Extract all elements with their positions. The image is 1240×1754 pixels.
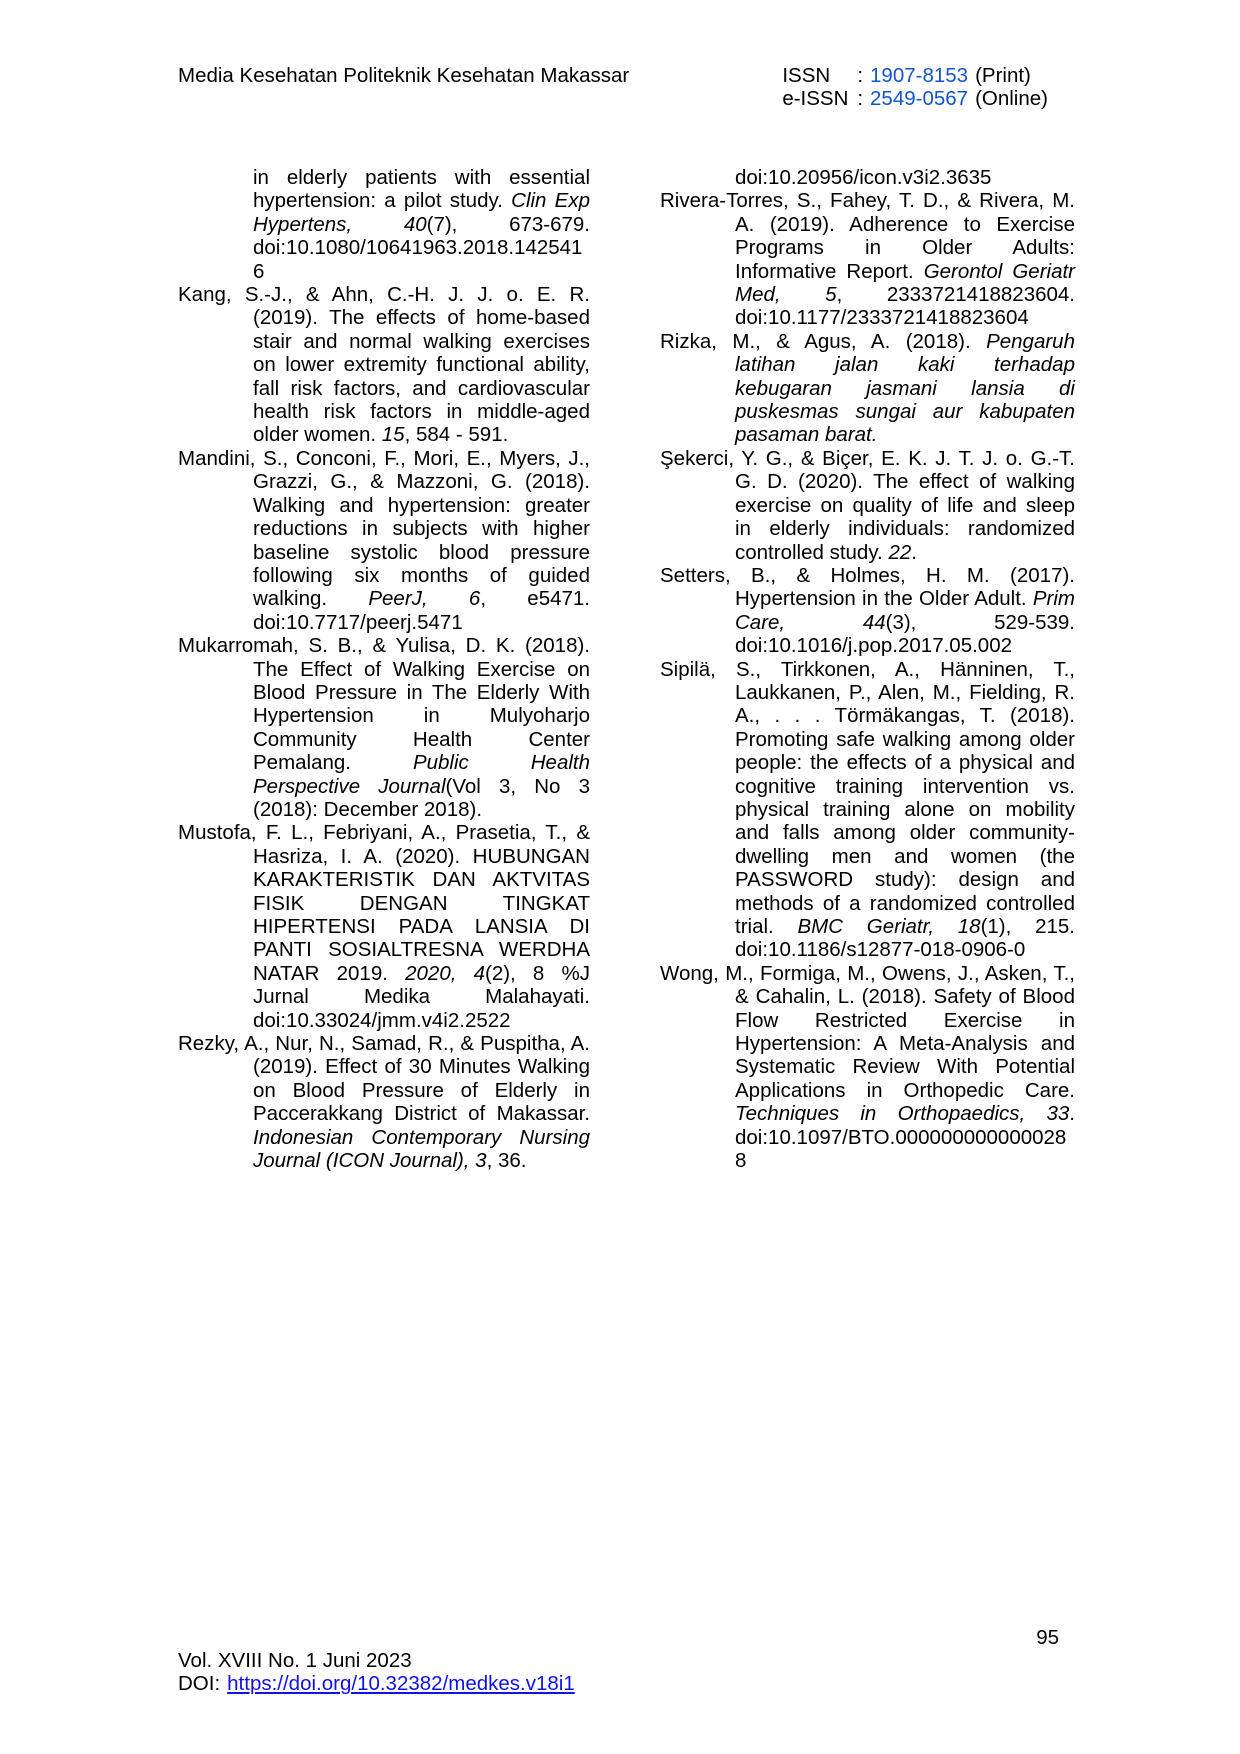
reference-text-run: Wong, M., Formiga, M., Owens, J., Asken, T., & Cahalin, L. (2018). Safety of Blood Flow Restricted Exercise in Hypertension: A Meta-Analysis and Systematic Review With Potential Applications in Orthopedic Care. <box>660 961 1075 1102</box>
reference-italic-run: Indonesian Contemporary Nursing Journal (ICON Journal), 3 <box>253 1125 590 1173</box>
doi-label: DOI: <box>178 1672 221 1696</box>
issn-online-note: (Online) <box>975 87 1048 111</box>
issn-print-note: (Print) <box>975 64 1031 87</box>
reference-text-run: Şekerci, Y. G., & Biçer, E. K. J. T. J. o. G.-T. G. D. (2020). The effect of walking exercise on quality of life and sleep in elderly individuals: randomized controlled study. <box>660 446 1075 564</box>
journal-name: Media Kesehatan Politeknik Kesehatan Makassar <box>178 64 630 87</box>
reference-text-run: , 584 - 591. <box>404 423 509 447</box>
doi-line <box>178 1672 575 1695</box>
issn-print-label: ISSN <box>782 64 831 87</box>
page-header <box>178 64 1048 111</box>
reference-italic-run: BMC Geriatr, 18 <box>797 915 981 938</box>
reference-text-run: , e5471. doi:10.7717/peerj.5471 <box>253 587 590 634</box>
reference-italic-run: Pengaruh latihan jalan kaki terhadap kebugaran jasmani lansia di puskesmas sungai aur kabupaten pasaman barat. <box>735 329 1075 447</box>
references-column-left <box>178 166 590 1172</box>
reference-text-run: (1), 215. doi:10.1186/s12877-018-0906-0 <box>735 915 1075 962</box>
issn-online-number: 2549-0567 <box>870 87 969 111</box>
reference-italic-run: Clin Exp Hypertens, 40 <box>253 189 590 236</box>
reference-item <box>660 166 1075 189</box>
reference-item <box>178 166 590 283</box>
reference-text-run: , 2333721418823604. doi:10.1177/2333721418823604 <box>735 283 1075 330</box>
reference-item <box>660 447 1075 564</box>
reference-item <box>178 1032 590 1172</box>
reference-text-run: Rezky, A., Nur, N., Samad, R., & Puspitha, A. (2019). Effect of 30 Minutes Walking on Blood Pressure of Elderly in Paccerakkang District of Makassar. <box>178 1032 590 1126</box>
reference-text-run: Rizka, M., & Agus, A. (2018). <box>660 329 987 353</box>
page-footer <box>178 1649 575 1696</box>
reference-text-run: (7), 673-679. doi:10.1080/10641963.2018.1425416 <box>253 212 590 283</box>
issn-print-separator: : <box>857 64 864 87</box>
references-section <box>178 166 1075 1172</box>
reference-text-run: Setters, B., & Holmes, H. M. (2017). Hypertension in the Older Adult. <box>660 563 1075 611</box>
reference-item <box>660 564 1075 658</box>
reference-text-run: Mukarromah, S. B., & Yulisa, D. K. (2018). The Effect of Walking Exercise on Blood Pressure in The Elderly With Hypertension in Mulyoharjo Community Health Center Pemalang. <box>178 634 590 775</box>
reference-item <box>660 189 1075 329</box>
reference-item <box>178 821 590 1032</box>
issn-online-separator: : <box>857 87 864 111</box>
reference-text-run: Mandini, S., Conconi, F., Mori, E., Myers, J., Grazzi, G., & Mazzoni, G. (2018). Walking and hypertension: greater reductions in subjects with higher baseline systolic blood pressure following six months of guided walking. <box>178 446 590 611</box>
issn-online-label: e-ISSN <box>782 87 849 111</box>
reference-text-run: . <box>911 540 917 564</box>
reference-italic-run: Gerontol Geriatr Med, 5 <box>735 259 1075 307</box>
reference-text-run: (2), 8 %J Jurnal Medika Malahayati. doi:10.33024/jmm.v4i2.2522 <box>253 961 590 1032</box>
reference-text-run: in elderly patients with essential hypertension: a pilot study. <box>253 166 590 213</box>
reference-italic-run: 22 <box>888 540 912 564</box>
reference-italic-run: Prim Care, 44 <box>735 587 1075 634</box>
page-number: 95 <box>1036 1626 1059 1649</box>
reference-item <box>178 447 590 634</box>
reference-item <box>660 330 1075 447</box>
reference-italic-run: 2020, 4 <box>405 961 485 985</box>
issn-print-row <box>782 64 1048 87</box>
reference-text-run: Mustofa, F. L., Febriyani, A., Prasetia, T., & Hasriza, I. A. (2020). HUBUNGAN KARAKTERISTIK DAN AKTVITAS FISIK DENGAN TINGKAT HIPERTENSI PADA LANSIA DI PANTI SOSIALTRESNA WERDHA NATAR 2019. <box>178 821 590 985</box>
reference-italic-run: 15 <box>381 423 405 447</box>
reference-italic-run: Techniques in Orthopaedics, 33 <box>735 1102 1070 1126</box>
reference-text-run: Sipilä, S., Tirkkonen, A., Hänninen, T., Laukkanen, P., Alen, M., Fielding, R. A., . . . Törmäkangas, T. (2018). Promoting safe walking among older people: the effects of a physical and cognitive training intervention vs. physical training alone on mobility and falls among older community-dwelling men and women (the PASSWORD study): design and methods of a randomized controlled trial. <box>660 657 1075 938</box>
reference-text-run: (3), 529-539. doi:10.1016/j.pop.2017.05.002 <box>735 610 1075 658</box>
volume-issue-line: Vol. XVIII No. 1 Juni 2023 <box>178 1649 412 1672</box>
issn-block <box>782 64 1048 111</box>
reference-text-run: , 36. <box>486 1149 527 1173</box>
reference-text-run: (Vol 3, No 3 (2018): December 2018). <box>253 774 590 821</box>
reference-italic-run: PeerJ, 6 <box>368 587 481 611</box>
reference-item <box>178 283 590 447</box>
reference-text-run: Rivera-Torres, S., Fahey, T. D., & Rivera, M. A. (2019). Adherence to Exercise Programs in Older Adults: Informative Report. <box>660 189 1075 283</box>
reference-text-run: doi:10.20956/icon.v3i2.3635 <box>735 166 992 189</box>
reference-text-run: Kang, S.-J., & Ahn, C.-H. J. J. o. E. R. (2019). The effects of home-based stair and normal walking exercises on lower extremity functional ability, fall risk factors, and cardiovascular health risk factors in middle-aged older women. <box>178 283 590 447</box>
references-column-right <box>660 166 1075 1172</box>
doi-link[interactable]: https://doi.org/10.32382/medkes.v18i1 <box>227 1672 575 1696</box>
reference-item <box>660 658 1075 962</box>
reference-italic-run: Public Health Perspective Journal <box>253 751 590 798</box>
reference-item <box>178 634 590 821</box>
reference-text-run: . doi:10.1097/BTO.0000000000000288 <box>735 1102 1075 1173</box>
reference-item <box>660 962 1075 1173</box>
issn-print-number: 1907-8153 <box>870 64 969 87</box>
issn-online-row <box>782 87 1048 110</box>
